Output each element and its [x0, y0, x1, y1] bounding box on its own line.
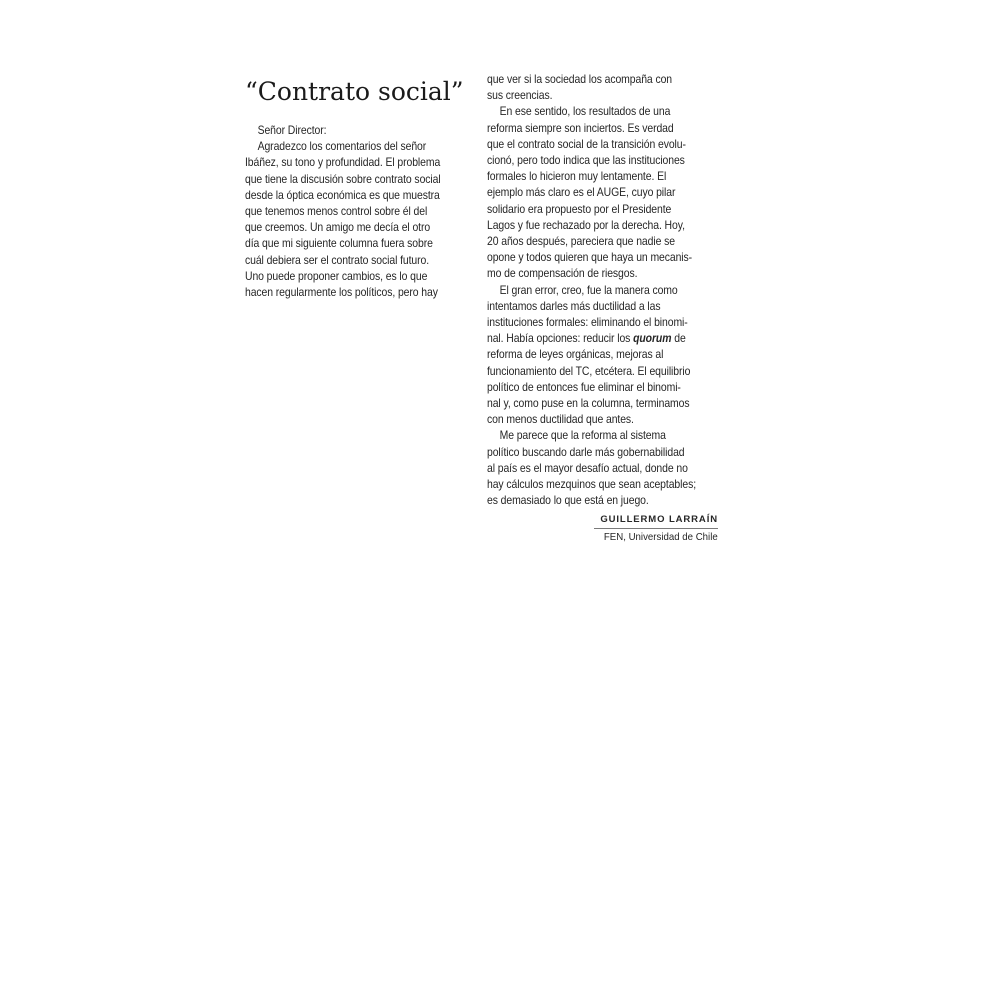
- text-line: formales lo hicieron muy lentamente. El: [487, 170, 667, 184]
- text-line: que creemos. Un amigo me decía el otro: [245, 221, 431, 235]
- text-line: funcionamiento del TC, etcétera. El equilibrio: [487, 364, 691, 378]
- right-column: [487, 72, 719, 509]
- text-line: hay cálculos mezquinos que sean aceptables;: [487, 478, 697, 492]
- quorum-emphasis: quorum: [633, 332, 672, 346]
- text-line: que tenemos menos control sobre él del: [245, 205, 428, 219]
- text-line: Agradezco los comentarios del señor: [257, 140, 427, 154]
- text-line: al país es el mayor desafío actual, donde no: [487, 461, 688, 475]
- text-line: solidario era propuesto por el Presidente: [487, 202, 672, 216]
- text-line: nal y, como puse en la columna, terminamos: [487, 397, 690, 411]
- text-line: que tiene la discusión sobre contrato social: [245, 172, 441, 186]
- left-column: [245, 123, 467, 301]
- text-line: político de entonces fue eliminar el binomi-: [487, 380, 681, 394]
- signature-block: [594, 513, 718, 544]
- author-name: GUILLERMO LARRAÍN: [600, 514, 718, 525]
- signature-divider: [594, 528, 718, 529]
- text-line: que ver si la sociedad los acompaña con: [487, 73, 673, 86]
- text-line: reforma de leyes orgánicas, mejoras al: [487, 348, 664, 362]
- letter-title: “Contrato social”: [245, 77, 464, 106]
- text-line: 20 años después, pareciera que nadie se: [487, 235, 675, 249]
- text-line: desde la óptica económica es que muestra: [245, 188, 440, 202]
- text-line: que el contrato social de la transición evolu-: [487, 137, 686, 151]
- text-line: Lagos y fue rechazado por la derecha. Hoy,: [487, 218, 685, 232]
- text-line: instituciones formales: eliminando el binomi-: [487, 316, 688, 330]
- text-line: El gran error, creo, fue la manera como: [499, 283, 678, 297]
- text-line: ejemplo más claro es el AUGE, cuyo pilar: [487, 186, 676, 200]
- text-line: En ese sentido, los resultados de una: [499, 105, 671, 119]
- text-line: político buscando darle más gobernabilidad: [487, 445, 685, 459]
- salutation: Señor Director:: [257, 124, 327, 137]
- text-line: día que mi siguiente columna fuera sobre: [245, 237, 433, 251]
- text-line: reforma siempre son inciertos. Es verdad: [487, 121, 674, 135]
- text-line: mo de compensación de riesgos.: [487, 267, 638, 281]
- text-line: intentamos darles más ductilidad a las: [487, 299, 661, 313]
- text-segment: de: [674, 332, 686, 346]
- text-line: con menos ductilidad que antes.: [487, 413, 634, 427]
- text-line: opone y todos quieren que haya un mecanis-: [487, 251, 693, 265]
- text-line: cuál debiera ser el contrato social futuro.: [245, 253, 430, 267]
- text-line: cionó, pero todo indica que las instituciones: [487, 154, 685, 168]
- text-line: sus creencias.: [487, 89, 553, 103]
- text-line: Ibáñez, su tono y profundidad. El problema: [245, 156, 441, 170]
- text-segment: nal. Había opciones: reducir los: [487, 332, 631, 346]
- text-line: es demasiado lo que está en juego.: [487, 494, 649, 508]
- text-line: hacen regularmente los políticos, pero hay: [245, 286, 438, 300]
- text-line-quorum: [487, 331, 719, 347]
- text-line: Uno puede proponer cambios, es lo que: [245, 269, 428, 283]
- text-line: Me parece que la reforma al sistema: [499, 429, 666, 443]
- author-affiliation: FEN, Universidad de Chile: [604, 531, 718, 543]
